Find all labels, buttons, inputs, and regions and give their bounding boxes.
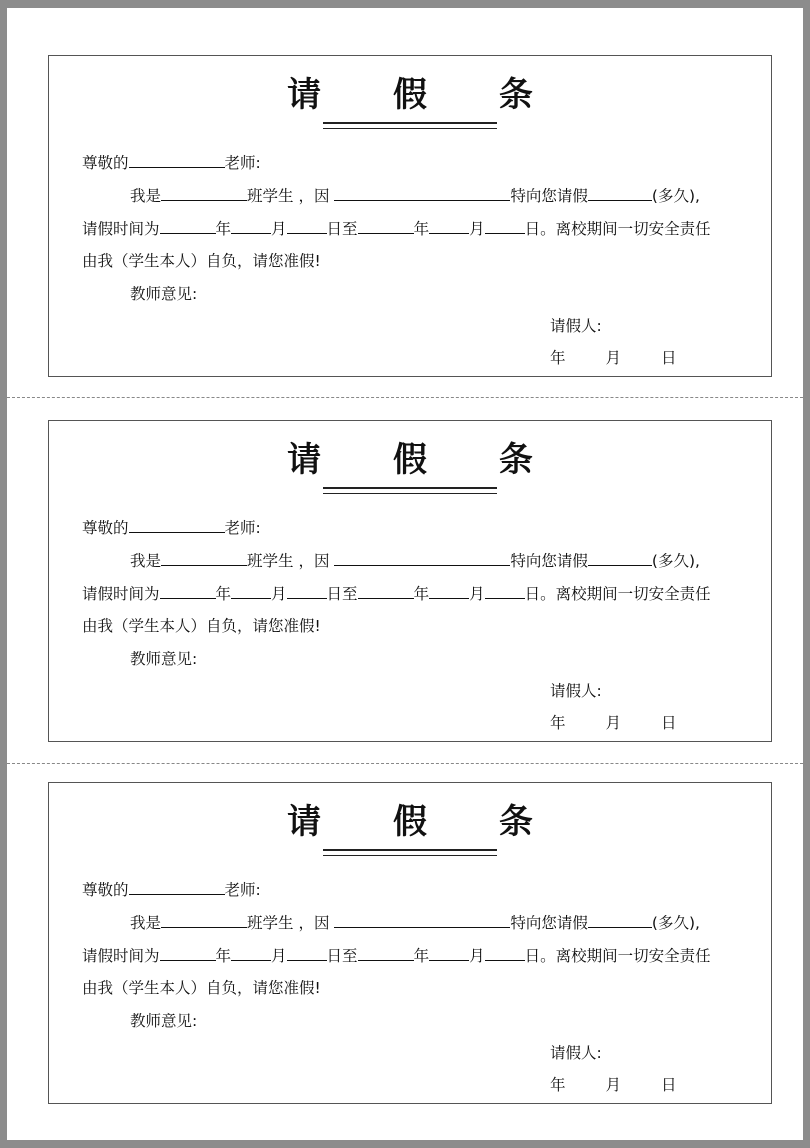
start-month-blank[interactable] xyxy=(231,944,271,961)
end-month-blank[interactable] xyxy=(429,582,469,599)
slip-title: 请 假 条 xyxy=(287,75,563,115)
title-underline xyxy=(323,487,497,494)
start-year-blank[interactable] xyxy=(160,944,216,961)
duration-blank[interactable] xyxy=(588,184,652,201)
start-month-blank[interactable] xyxy=(231,217,271,234)
end-year-blank[interactable] xyxy=(358,944,414,961)
leave-time-line: 请假时间为 年 月 日至 年 月 日。离校期间一切安全责任 xyxy=(82,217,711,240)
end-year-blank[interactable] xyxy=(358,582,414,599)
student-info-line: 我是 班学生 ，因 特向您请假 (多久), xyxy=(130,911,700,934)
document-page xyxy=(7,8,803,1140)
start-month-blank[interactable] xyxy=(231,582,271,599)
signature-date-line: 年 月 日 xyxy=(550,714,677,732)
cut-line-2 xyxy=(7,763,803,764)
teacher-name-blank[interactable] xyxy=(129,151,225,168)
applicant-label: 请假人: xyxy=(550,682,602,700)
end-day-blank[interactable] xyxy=(485,217,525,234)
greeting-line: 尊敬的 老师: xyxy=(82,151,261,174)
responsibility-line: 由我（学生本人）自负，请您准假! xyxy=(82,979,321,997)
teacher-name-blank[interactable] xyxy=(129,878,225,895)
applicant-label: 请假人: xyxy=(550,1044,602,1062)
teacher-name-blank[interactable] xyxy=(129,516,225,533)
title-underline xyxy=(323,849,497,856)
teacher-opinion-label: 教师意见: xyxy=(130,1012,198,1030)
teacher-opinion-label: 教师意见: xyxy=(130,285,198,303)
end-day-blank[interactable] xyxy=(485,582,525,599)
start-day-blank[interactable] xyxy=(287,217,327,234)
title-underline xyxy=(323,122,497,129)
leave-slip-3 xyxy=(48,782,772,1104)
end-month-blank[interactable] xyxy=(429,944,469,961)
leave-time-line: 请假时间为 年 月 日至 年 月 日。离校期间一切安全责任 xyxy=(82,944,711,967)
class-blank[interactable] xyxy=(161,911,247,928)
slip-title: 请 假 条 xyxy=(287,440,563,480)
responsibility-line: 由我（学生本人）自负，请您准假! xyxy=(82,252,321,270)
responsibility-line: 由我（学生本人）自负，请您准假! xyxy=(82,617,321,635)
student-info-line: 我是 班学生 ，因 特向您请假 (多久), xyxy=(130,184,700,207)
end-day-blank[interactable] xyxy=(485,944,525,961)
class-blank[interactable] xyxy=(161,549,247,566)
greeting-line: 尊敬的 老师: xyxy=(82,878,261,901)
class-blank[interactable] xyxy=(161,184,247,201)
leave-slip-1 xyxy=(48,55,772,377)
start-day-blank[interactable] xyxy=(287,582,327,599)
leave-slip-2 xyxy=(48,420,772,742)
end-year-blank[interactable] xyxy=(358,217,414,234)
reason-blank[interactable] xyxy=(334,184,510,201)
signature-date-line: 年 月 日 xyxy=(550,1076,677,1094)
signature-date-line: 年 月 日 xyxy=(550,349,677,367)
reason-blank[interactable] xyxy=(334,911,510,928)
greeting-line: 尊敬的 老师: xyxy=(82,516,261,539)
duration-blank[interactable] xyxy=(588,911,652,928)
leave-time-line: 请假时间为 年 月 日至 年 月 日。离校期间一切安全责任 xyxy=(82,582,711,605)
end-month-blank[interactable] xyxy=(429,217,469,234)
start-year-blank[interactable] xyxy=(160,217,216,234)
start-year-blank[interactable] xyxy=(160,582,216,599)
cut-line-1 xyxy=(7,397,803,398)
teacher-opinion-label: 教师意见: xyxy=(130,650,198,668)
start-day-blank[interactable] xyxy=(287,944,327,961)
student-info-line: 我是 班学生 ，因 特向您请假 (多久), xyxy=(130,549,700,572)
duration-blank[interactable] xyxy=(588,549,652,566)
slip-title: 请 假 条 xyxy=(287,802,563,842)
reason-blank[interactable] xyxy=(334,549,510,566)
applicant-label: 请假人: xyxy=(550,317,602,335)
